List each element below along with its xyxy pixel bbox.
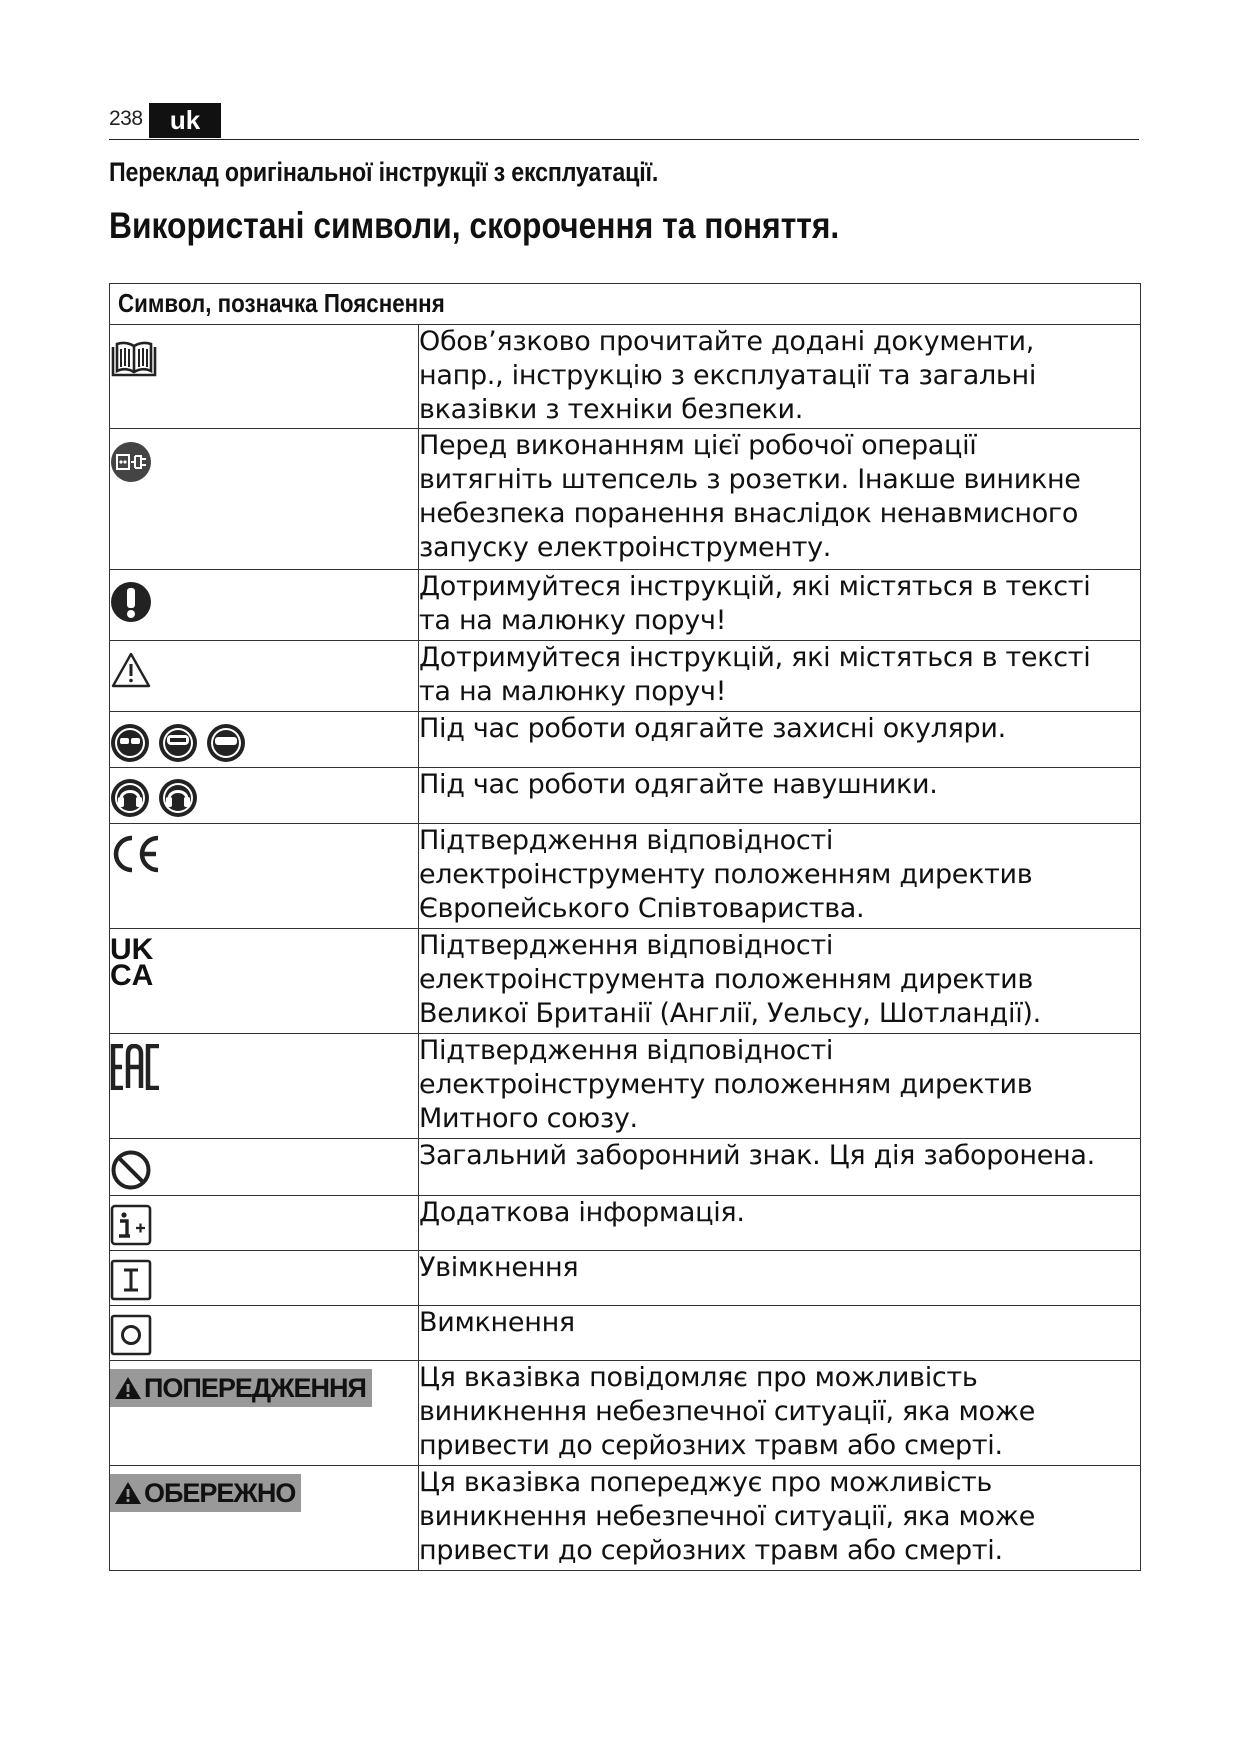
- row-text-line: Обов’язково прочитайте додані документи,: [419, 326, 1035, 357]
- ukca-mark-line: CA: [110, 959, 154, 992]
- row-text-line: витягніть штепсель з розетки. Інакше виникне: [419, 464, 1081, 495]
- document-subtitle: Переклад оригінальної інструкції з експлуатації.: [109, 157, 659, 187]
- table-row: [110, 1466, 1141, 1571]
- table-row: [110, 824, 1141, 929]
- table-row: [110, 929, 1141, 1034]
- power-on-icon: [110, 1259, 152, 1305]
- book-icon: [110, 341, 158, 383]
- caution-signal-label: [110, 1474, 301, 1512]
- row-text-line: Перед виконанням цієї робочої операції: [419, 430, 977, 461]
- row-text-line: напр., інструкцію з експлуатації та загальні: [419, 360, 1037, 391]
- row-text-line: Європейського Співтовариства.: [419, 893, 865, 924]
- col-explanation-header: Пояснення: [323, 288, 445, 318]
- table-row: [110, 712, 1141, 768]
- ce-mark-icon: [110, 834, 164, 878]
- row-text-line: Митного союзу.: [419, 1103, 638, 1134]
- ukca-mark-icon: [110, 933, 154, 992]
- ear-protection-icon: [110, 777, 202, 823]
- row-text-line: та на малюнку поруч!: [419, 676, 727, 707]
- row-text-line: Підтвердження відповідності: [419, 825, 834, 856]
- table-row: [110, 1251, 1141, 1306]
- row-text-line: Великої Британії (Англії, Уельсу, Шотландії).: [419, 998, 1041, 1029]
- row-text-line: Загальний заборонний знак. Ця дія заборонена.: [419, 1140, 1095, 1171]
- row-text-line: виникнення небезпечної ситуації, яка може: [419, 1501, 1036, 1532]
- table-row: [110, 570, 1141, 641]
- row-text-line: та на малюнку поруч!: [419, 605, 727, 636]
- table-header-row: [110, 284, 1141, 325]
- exclamation-circle-icon: [110, 580, 152, 628]
- row-text-line: привести до серйозних травм або смерті.: [419, 1430, 1003, 1461]
- table-row: [110, 1196, 1141, 1251]
- row-text-line: Додаткова інформація.: [419, 1197, 745, 1228]
- row-text-line: небезпека поранення внаслідок ненавмисного: [419, 498, 1079, 529]
- signal-word: ПОПЕРЕДЖЕННЯ: [144, 1372, 366, 1403]
- row-text-line: електроінструменту положенням директив: [419, 1069, 1033, 1100]
- col-symbol-header: Символ, позначка: [118, 288, 318, 318]
- page-title: Використані символи, скорочення та поняття.: [109, 205, 840, 246]
- row-text-line: Дотримуйтеся інструкцій, які містяться в тексті: [419, 642, 1091, 673]
- row-text-line: електроінструмента положенням директив: [419, 964, 1033, 995]
- row-text-line: Вимкнення: [419, 1307, 575, 1338]
- table-row: [110, 768, 1141, 824]
- row-text-line: Під час роботи одягайте захисні окуляри.: [419, 713, 1006, 744]
- table-row: [110, 325, 1141, 429]
- symbols-table: [109, 283, 1141, 1571]
- warning-triangle-icon: [110, 651, 152, 693]
- eye-protection-icon: [110, 723, 248, 767]
- row-text-line: Ця вказівка попереджує про можливість: [419, 1467, 993, 1498]
- row-text-line: електроінструменту положенням директив: [419, 859, 1033, 890]
- table-row: [110, 1034, 1141, 1139]
- table-row: [110, 1306, 1141, 1361]
- page-number: 238: [109, 107, 143, 130]
- row-text-line: привести до серйозних травм або смерті.: [419, 1535, 1003, 1566]
- page-header: [109, 103, 1139, 140]
- row-text-line: Під час роботи одягайте навушники.: [419, 769, 938, 800]
- info-plus-icon: [110, 1204, 152, 1250]
- warning-triangle-icon: [114, 1375, 142, 1401]
- row-text-line: Дотримуйтеся інструкцій, які містяться в тексті: [419, 571, 1091, 602]
- table-header: [110, 284, 1141, 325]
- unplug-icon: [110, 441, 152, 487]
- table-row: [110, 1139, 1141, 1196]
- row-text-line: запуску електроінструменту.: [419, 532, 832, 563]
- prohibition-icon: [110, 1149, 152, 1195]
- eac-mark-icon: [110, 1044, 162, 1094]
- power-off-icon: [110, 1314, 152, 1360]
- row-text-line: Підтвердження відповідності: [419, 1035, 834, 1066]
- table-row: [110, 429, 1141, 570]
- language-tag: uk: [149, 103, 221, 138]
- row-text-line: виникнення небезпечної ситуації, яка може: [419, 1396, 1036, 1427]
- row-text-line: Ця вказівка повідомляє про можливість: [419, 1362, 978, 1393]
- row-text-line: вказівки з техніки безпеки.: [419, 394, 804, 425]
- row-text-line: Підтвердження відповідності: [419, 930, 834, 961]
- row-text-line: Увімкнення: [419, 1252, 579, 1283]
- signal-word: ОБЕРЕЖНО: [144, 1477, 296, 1508]
- warning-signal-label: [110, 1369, 372, 1407]
- table-row: [110, 641, 1141, 712]
- table-row: [110, 1361, 1141, 1466]
- ukca-mark-line: UK: [110, 933, 154, 966]
- warning-triangle-icon: [114, 1480, 142, 1506]
